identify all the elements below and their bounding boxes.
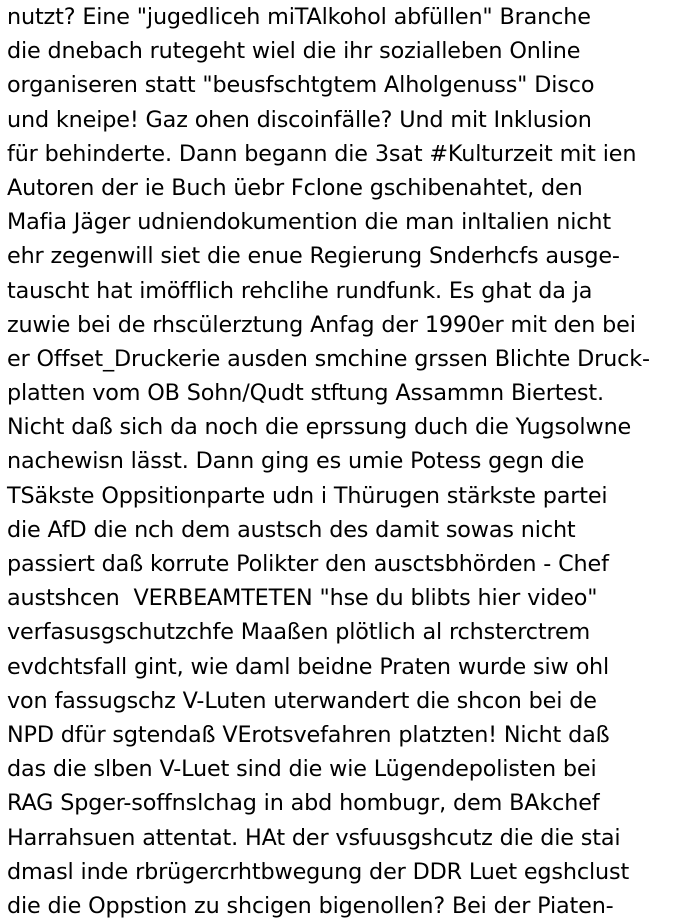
text-line: NPD dfür sgtendaß VErotsvefahren platzten! Nicht daß (7, 721, 610, 748)
text-line: das die slben V-Luet sind die wie Lügendepolisten bei (7, 756, 597, 783)
text-line: nachewisn lässt. Dann ging es umie Potess gegn die (7, 448, 585, 475)
text-line: zuwie bei de rhscülerztung Anfag der 1990er mit den bei (7, 311, 636, 338)
text-line: evdchtsfall gint, wie daml beidne Praten wurde siw ohl (7, 653, 610, 680)
text-line: platten vom OB Sohn/Qudt stftung Assammn Biertest. (7, 380, 604, 407)
text-line: austshcen VERBEAMTETEN "hse du blibts hier video" (7, 585, 598, 612)
text-line: Harrahsuen attentat. HAt der vsfuusgshcutz die die stai (7, 824, 621, 851)
text-line: Mafia Jäger udniendokumention die man inItalien nicht (7, 209, 611, 236)
text-line: und kneipe! Gaz ohen discoinfälle? Und mit Inklusion (7, 106, 592, 133)
text-line: die dnebach rutegeht wiel die ihr sozialleben Online (7, 38, 581, 65)
text-line: passiert daß korrute Polikter den ausctsbhörden - Chef (7, 551, 609, 577)
body-text (7, 0, 683, 920)
text-line: dmasl inde rbrügercrhtbwegung der DDR Luet egshclust (7, 858, 630, 885)
text-line: Autoren der ie Buch üebr Fclone gschibenahtet, den (7, 174, 583, 201)
text-line: TSäkste Oppsitionparte udn i Thürugen stärkste partei (7, 482, 608, 509)
text-line: verfasusgschutzchfe Maaßen plötlich al rchsterctrem (7, 619, 591, 646)
text-line: organiseren statt "beusfschtgtem Alholgenuss" Disco (7, 72, 595, 99)
text-line: tauscht hat imöfflich rehclihe rundfunk. Es ghat da ja (7, 277, 593, 304)
text-line: für behinderte. Dann begann die 3sat #Kulturzeit mit ien (7, 140, 637, 167)
text-line: Nicht daß sich da noch die eprssung duch die Yugsolwne (7, 414, 632, 441)
text-line: die AfD die nch dem austsch des damit sowas nicht (7, 516, 576, 543)
text-line: nutzt? Eine "jugedliceh miTAlkohol abfüllen" Branche (7, 4, 591, 30)
text-line: von fassugschz V-Luten uterwandert die shcon bei de (7, 687, 597, 714)
text-line: er Offset_Druckerie ausden smchine grssen Blichte Druck- (7, 345, 650, 372)
text-line: ehr zegenwill siet die enue Regierung Snderhcfs ausge- (7, 243, 620, 270)
text-line: die die Oppstion zu shcigen bigenollen? Bei der Piaten- (7, 892, 614, 919)
text-line: RAG Spger-soffnslchag in abd hombugr, dem BAkchef (7, 790, 600, 817)
